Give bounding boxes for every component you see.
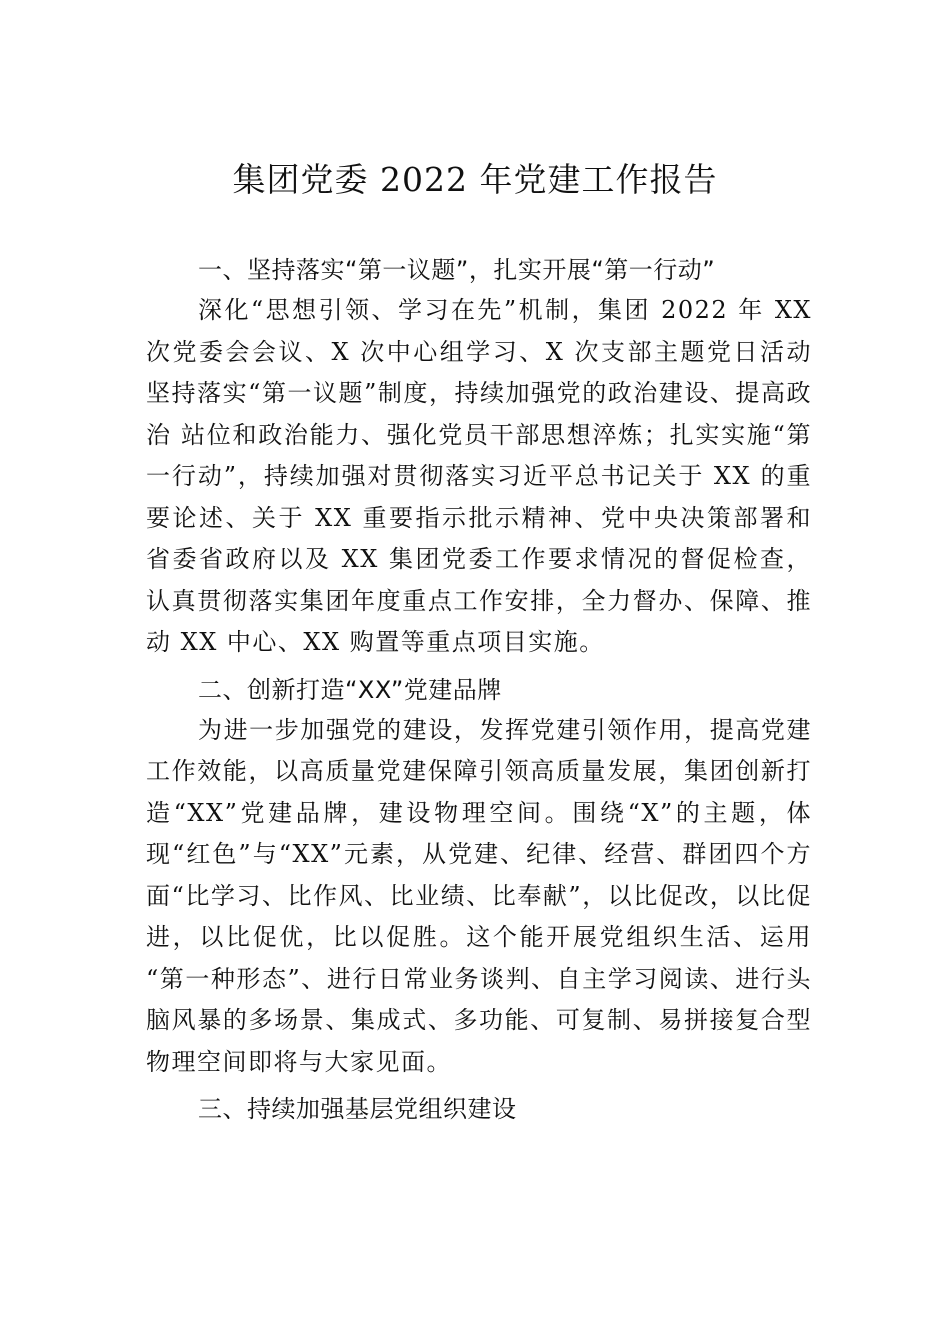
section-paragraph-2: 为进一步加强党的建设，发挥党建引领作用，提高党建工作效能，以高质量党建保障引领高质量发展，集团创新打造“XX”党建品牌，建设物理空间。围绕“X”的主题，体现“红色”与“XX”元素，从党建、纪律、经营、群团四个方面“比学习、比作风、比业绩、比奉献”，以比促改，以比促进，以比促优，比以促胜。这个能开展党组织生活、运用 “第一种形态”、进行日常业务谈判、自主学习阅读、进行头脑风暴的多场景、集成式、多功能、可复制、易拼接复合型 物理空间即将与大家见面。 (146, 715, 812, 1076)
document-title: 集团党委 2022 年党建工作报告 (232, 160, 718, 199)
section-heading-2: 二、创新打造“XX”党建品牌 (198, 675, 502, 704)
section-heading-3: 三、持续加强基层党组织建设 (198, 1095, 517, 1123)
document-body (146, 250, 812, 1129)
section-heading-1: 一、坚持落实“第一议题”，扎实开展“第一行动” (198, 256, 716, 284)
section-paragraph-1: 深化“思想引领、学习在先”机制，集团 2022 年 XX 次党委会会议、X 次中心组学习、X 次支部主题党日活动坚持落实“第一议题”制度，持续加强党的政治建设、提高政治 站位和政治能力、强化党员干部思想淬炼；扎实实施“第一行动”，持续加强对贯彻落实习近平总书记关于 XX 的重要论述、关于 XX 重要指示批示精神、党中央决策部署和省委省政府以及 XX 集团党委工作要求情况的督促检查，认真贯彻落实集团年度重点工作安排，全力督办、保障、推动 XX 中心、XX 购置等重点项目实施。 (146, 296, 812, 656)
